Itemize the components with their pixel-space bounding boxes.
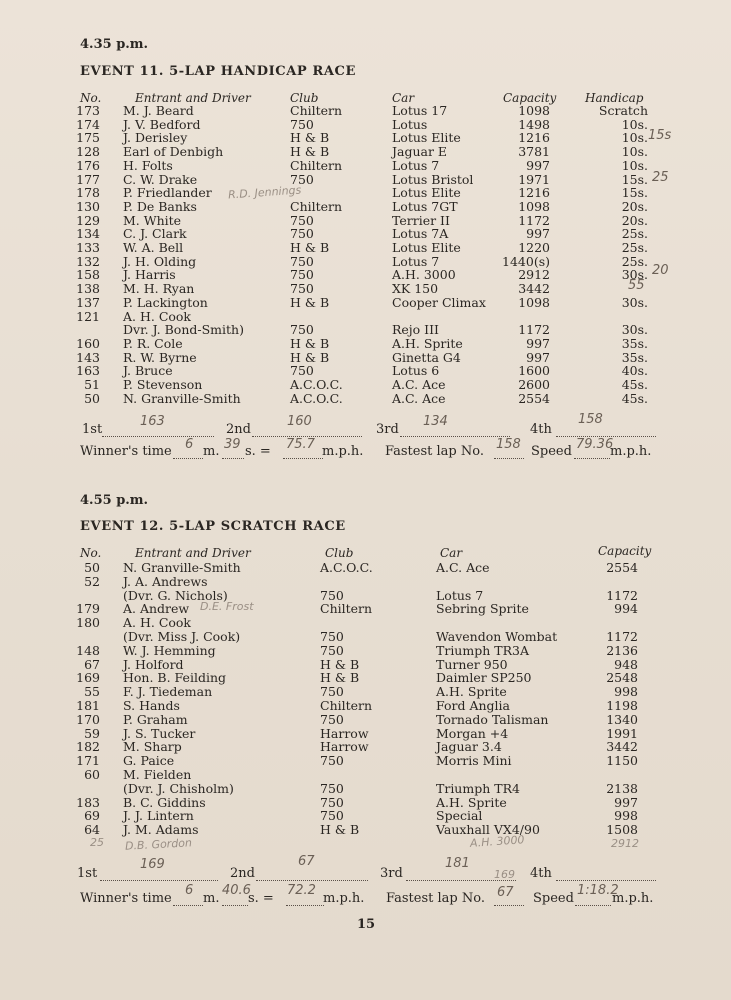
entry-entrant: Hon. B. Feilding	[123, 670, 226, 686]
entry-car: Turner 950	[436, 656, 508, 672]
entry-entrant: A. H. Cook	[123, 308, 192, 324]
entry-no: 60	[84, 767, 100, 782]
entry-car: A.H. Sprite	[436, 684, 507, 700]
entry-car: Morris Mini	[436, 753, 512, 769]
entry-entrant: J. A. Andrews	[123, 573, 208, 589]
entry-entrant: R. W. Byrne	[123, 349, 197, 365]
entry-entrant: J. Derisley	[123, 130, 188, 146]
ev11-first-line[interactable]	[102, 436, 214, 437]
entry-club: Chiltern	[320, 601, 373, 617]
handwritten-entry-car: A.H. 3000	[469, 833, 525, 850]
header-entrant: Entrant and Driver	[135, 91, 251, 105]
entry-capacity: 2138	[606, 780, 638, 796]
entry-no: 69	[84, 808, 100, 824]
ev12-first-line[interactable]	[100, 880, 218, 881]
entry-club: 750	[290, 281, 314, 297]
entry-no: 169	[76, 670, 100, 686]
entry-no: 121	[76, 308, 100, 324]
entry-entrant: P. Stevenson	[123, 377, 203, 392]
entry-entrant: J. J. Lintern	[123, 808, 194, 824]
ev12-winner-label: Winner's time	[80, 891, 172, 906]
event-11-time: 4.35 p.m.	[80, 37, 149, 52]
entry-handicap: 15s.	[621, 185, 648, 201]
ev12-fourth-line[interactable]	[556, 880, 656, 881]
entry-car: A.C. Ace	[436, 560, 490, 575]
entry-entrant: P. De Banks	[123, 198, 197, 214]
entry-handicap: 30s.	[621, 267, 648, 283]
ev12-speed: 1:18.2	[577, 883, 619, 898]
entry-capacity: 997	[526, 226, 550, 242]
entry-entrant: Earl of Denbigh	[123, 144, 224, 160]
entry-handicap: 10s.	[621, 116, 648, 132]
entry-capacity: 1098	[518, 294, 550, 310]
entry-entrant: F. J. Tiedeman	[123, 684, 213, 700]
ev11-first-label: 1st	[82, 422, 103, 437]
handicap-correction-175: 15s	[648, 128, 672, 143]
header-capacity-12: Capacity	[598, 544, 652, 558]
entry-club: A.C.O.C.	[290, 390, 343, 406]
entry-capacity: 3442	[606, 739, 638, 755]
entry-no: 67	[84, 656, 100, 672]
entry-car: Tornado Talisman	[436, 711, 549, 727]
ev11-fastest-label: Fastest lap No.	[385, 444, 484, 459]
entry-car: Triumph TR3A	[436, 642, 529, 658]
header-club-12: Club	[325, 546, 354, 560]
entry-club: 750	[290, 363, 314, 379]
entry-capacity: 1991	[606, 725, 638, 741]
ev12-mins-line[interactable]	[173, 905, 203, 906]
entry-club: Chiltern	[320, 698, 373, 713]
entry-handicap: Scratch	[598, 103, 648, 118]
entry-handicap: 30s.	[621, 294, 648, 310]
entry-no: 133	[76, 240, 100, 255]
entry-entrant: C. W. Drake	[123, 171, 198, 187]
ev12-speed-line[interactable]	[575, 905, 611, 906]
entry-no: 59	[84, 725, 100, 741]
entry-club: A.C.O.C.	[290, 377, 343, 392]
ev12-third-value: 181	[445, 856, 470, 871]
entry-car: Lotus	[392, 116, 428, 132]
entry-entrant: (Dvr. G. Nichols)	[123, 587, 228, 603]
ev11-speed: 79.36	[576, 437, 614, 452]
ev11-third-label: 3rd	[376, 422, 399, 437]
entry-club: 750	[320, 629, 344, 644]
entry-club: H & B	[290, 349, 330, 365]
header-car-12: Car	[440, 546, 463, 560]
entry-entrant: J. V. Bedford	[123, 116, 201, 132]
entry-no: 170	[76, 711, 100, 727]
header-entrant-12: Entrant and Driver	[135, 546, 251, 560]
entry-no: 52	[84, 573, 100, 589]
entry-car: A.C. Ace	[392, 390, 446, 406]
ev12-speed-label: Speed	[533, 891, 574, 906]
entry-no: 55	[84, 684, 100, 700]
entry-club: H & B	[320, 822, 360, 838]
handicap-correction-158: 20	[652, 263, 669, 278]
entry-capacity: 1340	[606, 711, 638, 727]
entry-capacity: 1216	[518, 185, 550, 201]
ev12-speed-unit: m.p.h.	[612, 891, 654, 906]
entry-car: XK 150	[392, 281, 439, 297]
entry-club: Harrow	[320, 725, 369, 741]
entry-club: 750	[290, 171, 314, 187]
entry-handicap: 10s.	[621, 144, 648, 160]
entry-handicap: 10s.	[621, 157, 648, 173]
entry-handicap: 15s.	[621, 171, 648, 187]
entry-capacity: 1172	[518, 212, 550, 228]
entry-car: Ginetta G4	[392, 349, 461, 365]
ev11-winner-label: Winner's time	[80, 444, 172, 459]
entry-handicap: 35s.	[621, 349, 648, 365]
entry-car: A.C. Ace	[392, 377, 446, 392]
entry-club: 750	[290, 267, 314, 283]
entry-entrant: M. White	[123, 212, 182, 228]
entry-no: 180	[76, 615, 100, 631]
entry-club: Chiltern	[290, 157, 343, 173]
entry-capacity: 2912	[518, 267, 550, 283]
entry-club: 750	[290, 116, 314, 132]
ev11-speed-label: Speed	[531, 444, 572, 459]
entry-entrant: A. Andrew	[123, 601, 190, 617]
entry-car: Lotus 7	[392, 253, 440, 269]
entry-car: Jaguar E	[392, 144, 448, 160]
entry-capacity: 994	[614, 601, 638, 617]
ev11-mph-label: m.p.h.	[322, 444, 364, 459]
entry-no: 178	[76, 185, 100, 201]
ev12-first-value: 169	[140, 857, 165, 872]
ev12-second-line[interactable]	[256, 880, 368, 881]
entry-capacity: 997	[526, 157, 550, 173]
handwritten-entry-capacity: 2912	[611, 837, 639, 850]
entry-no: 183	[76, 794, 100, 810]
entry-no: 182	[76, 739, 100, 755]
entry-entrant: A. H. Cook	[123, 615, 192, 631]
entry-capacity: 2554	[606, 560, 638, 575]
entry-no: 138	[76, 281, 100, 297]
ev12-second-label: 2nd	[230, 866, 255, 881]
ev11-secs-line[interactable]	[222, 458, 244, 459]
ev12-fourth-label: 4th	[530, 866, 552, 881]
ev11-fastest-line[interactable]	[494, 458, 524, 459]
entry-capacity: 998	[614, 808, 638, 824]
handicap-correction-177: 25	[652, 170, 669, 185]
entry-car: A.H. 3000	[392, 267, 456, 283]
entry-car: Wavendon Wombat	[436, 629, 558, 644]
header-capacity: Capacity	[503, 91, 557, 105]
entry-car: Morgan +4	[436, 725, 509, 741]
ev11-mins: 6	[185, 437, 194, 452]
entry-club: A.C.O.C.	[320, 560, 373, 575]
entry-capacity: 2554	[518, 390, 550, 406]
entry-no: 128	[76, 144, 100, 160]
entry-capacity: 1220	[518, 240, 550, 255]
ev12-third-label: 3rd	[380, 866, 403, 881]
event-12-time: 4.55 p.m.	[80, 493, 149, 508]
entry-no: 130	[76, 198, 100, 214]
entry-no: 181	[76, 698, 100, 713]
ev11-speed-unit: m.p.h.	[610, 444, 652, 459]
entry-no: 50	[84, 390, 100, 406]
entry-capacity: 1098	[518, 198, 550, 214]
entry-capacity: 948	[614, 656, 638, 672]
ev11-mph-line[interactable]	[283, 458, 323, 459]
ev12-mph-label: m.p.h.	[323, 891, 365, 906]
entry-entrant: B. C. Giddins	[123, 794, 206, 810]
entry-entrant: Dvr. J. Bond-Smith)	[123, 322, 244, 338]
entry-club: H & B	[290, 240, 330, 255]
entry-no: 143	[76, 349, 100, 365]
entry-entrant: (Dvr. Miss J. Cook)	[123, 629, 241, 644]
entry-no: 50	[84, 560, 100, 575]
entry-no: 148	[76, 642, 100, 658]
entry-entrant: P. Lackington	[123, 294, 208, 310]
entry-club: 750	[290, 226, 314, 242]
entry-no: 160	[76, 335, 100, 351]
ev11-fourth-label: 4th	[530, 422, 552, 437]
page-number: 15	[357, 917, 376, 932]
entry-no: 174	[76, 116, 100, 132]
entry-capacity: 2600	[518, 377, 550, 392]
entry-entrant: G. Paice	[123, 753, 175, 769]
entry-car: Lotus 7	[436, 587, 484, 603]
entry-car: Lotus 7GT	[392, 198, 458, 214]
entry-capacity: 2136	[606, 642, 638, 658]
entry-car: Ford Anglia	[436, 698, 510, 713]
ev11-s-label: s. =	[245, 444, 271, 459]
entry-entrant: N. Granville-Smith	[123, 390, 241, 406]
entry-no: 129	[76, 212, 100, 228]
entry-capacity: 1498	[518, 116, 550, 132]
ev11-mph: 75.7	[286, 437, 315, 452]
entry-entrant: S. Hands	[123, 698, 180, 713]
entry-car: Lotus 6	[392, 363, 440, 379]
entry-handicap: 35s.	[621, 335, 648, 351]
entry-no: 64	[84, 822, 100, 838]
ev12-m-label: m.	[203, 891, 220, 906]
entry-no: 173	[76, 103, 100, 118]
entry-club: Chiltern	[290, 103, 343, 118]
entry-entrant: M. H. Ryan	[123, 281, 195, 297]
entry-no: 179	[76, 601, 100, 617]
entry-club: 750	[320, 780, 344, 796]
entry-car: Vauxhall VX4/90	[436, 822, 540, 838]
entry-capacity: 1150	[606, 753, 638, 769]
entry-handicap: 10s.	[621, 130, 648, 146]
entry-capacity: 3442	[518, 281, 550, 297]
entry-capacity: 1440(s)	[502, 253, 550, 269]
entry-handicap: 45s.	[621, 390, 648, 406]
handwritten-entry-driver: D.B. Gordon	[124, 836, 193, 853]
entry-club: 750	[320, 808, 344, 824]
entry-car: Jaguar 3.4	[436, 739, 502, 755]
entry-club: Harrow	[320, 739, 369, 755]
entry-no: 134	[76, 226, 100, 242]
driver-note-178: R.D. Jennings	[227, 183, 302, 202]
entry-no: 171	[76, 753, 100, 769]
entry-capacity: 1600	[518, 363, 550, 379]
entry-car: A.H. Sprite	[392, 335, 463, 351]
entry-car: Lotus Elite	[392, 130, 461, 146]
entry-entrant: J. Bruce	[123, 363, 173, 379]
entry-capacity: 1172	[606, 587, 638, 603]
ev11-fourth-value: 158	[578, 412, 603, 427]
entry-handicap: 25s.	[621, 240, 648, 255]
ev11-m-label: m.	[203, 444, 220, 459]
entry-capacity: 1198	[606, 698, 638, 713]
entry-car: Triumph TR4	[436, 780, 520, 796]
entry-club: Chiltern	[290, 198, 343, 214]
entry-entrant: W. J. Hemming	[123, 642, 216, 658]
event-12-title: EVENT 12. 5-LAP SCRATCH RACE	[80, 519, 346, 534]
entry-club: 750	[290, 322, 314, 338]
entry-entrant: (Dvr. J. Chisholm)	[123, 780, 234, 796]
header-no-12: No.	[80, 546, 102, 560]
entry-no: 163	[76, 363, 100, 379]
ev12-fastest-label: Fastest lap No.	[386, 891, 485, 906]
entry-handicap: 25s.	[621, 226, 648, 242]
entry-entrant: N. Granville-Smith	[123, 560, 241, 575]
ev12-mph-line[interactable]	[286, 905, 324, 906]
event-11-title: EVENT 11. 5-LAP HANDICAP RACE	[80, 64, 356, 79]
ev11-second-label: 2nd	[226, 422, 251, 437]
entry-entrant: J. Holford	[123, 656, 184, 672]
header-club: Club	[290, 91, 319, 105]
header-no: No.	[80, 91, 102, 105]
entry-club: H & B	[320, 656, 360, 672]
entry-entrant: P. R. Cole	[123, 335, 183, 351]
entry-club: 750	[320, 642, 344, 658]
entry-capacity: 997	[614, 794, 638, 810]
entry-capacity: 1216	[518, 130, 550, 146]
entry-entrant: W. A. Bell	[123, 240, 184, 255]
entry-capacity: 998	[614, 684, 638, 700]
entry-handicap: 20s.	[621, 198, 648, 214]
entry-entrant: C. J. Clark	[123, 226, 187, 242]
ev11-second-value: 160	[287, 414, 312, 429]
entry-club: 750	[320, 587, 344, 603]
entry-handicap: 30s.	[621, 322, 648, 338]
entry-car: Daimler SP250	[436, 670, 532, 686]
ev11-third-value: 134	[423, 414, 448, 429]
entry-car: Lotus Bristol	[392, 171, 474, 187]
entry-car: Terrier II	[392, 212, 450, 228]
handicap-note-138: 55	[628, 278, 645, 293]
entry-entrant: P. Graham	[123, 711, 188, 727]
entry-entrant: H. Folts	[123, 157, 173, 173]
entry-car: Lotus 7A	[392, 226, 449, 242]
entry-car: A.H. Sprite	[436, 794, 507, 810]
ev12-first-label: 1st	[77, 866, 98, 881]
entry-capacity: 1172	[518, 322, 550, 338]
entry-no: 158	[76, 267, 100, 283]
entry-club: H & B	[290, 335, 330, 351]
entry-car: Lotus 17	[392, 103, 448, 118]
handwritten-entry-no: 25	[90, 836, 104, 849]
entry-car: Cooper Climax	[392, 294, 486, 310]
ev12-fastest-line[interactable]	[494, 905, 524, 906]
ev12-s-label: s. =	[248, 891, 274, 906]
ev11-mins-line[interactable]	[173, 458, 203, 459]
ev12-secs: 40.6	[222, 883, 251, 898]
ev12-mph: 72.2	[287, 883, 316, 898]
ev11-third-line[interactable]	[400, 436, 510, 437]
entry-car: Lotus 7	[392, 157, 440, 173]
entry-car: Sebring Sprite	[436, 601, 529, 617]
entry-capacity: 1508	[606, 822, 638, 838]
entry-no: 176	[76, 157, 100, 173]
entry-club: 750	[320, 794, 344, 810]
entry-capacity: 2548	[606, 670, 638, 686]
driver-note-179: D.E. Frost	[200, 600, 254, 613]
ev12-fastest: 67	[497, 885, 514, 900]
entry-entrant: M. Fielden	[123, 767, 192, 782]
entry-handicap: 45s.	[621, 377, 648, 392]
entry-entrant: M. J. Beard	[123, 103, 194, 118]
entry-no: 175	[76, 130, 100, 146]
entry-handicap: 20s.	[621, 212, 648, 228]
entry-entrant: J. Harris	[123, 267, 176, 283]
ev11-secs: 39	[224, 437, 241, 452]
ev12-mins: 6	[185, 883, 194, 898]
ev11-speed-line[interactable]	[574, 458, 610, 459]
entry-entrant: P. Friedlander	[123, 185, 212, 201]
entry-club: 750	[290, 212, 314, 228]
entry-car: Lotus Elite	[392, 185, 461, 201]
entry-entrant: M. Sharp	[123, 739, 182, 755]
entry-club: H & B	[290, 130, 330, 146]
entry-entrant: J. M. Adams	[123, 822, 199, 838]
header-handicap: Handicap	[585, 91, 644, 105]
entry-club: H & B	[320, 670, 360, 686]
entry-car: Special	[436, 808, 483, 824]
entry-no: 132	[76, 253, 100, 269]
entry-entrant: J. H. Olding	[123, 253, 197, 269]
entry-capacity: 3781	[518, 144, 550, 160]
entry-capacity: 997	[526, 335, 550, 351]
ev12-fastest-alt: 169	[494, 868, 515, 881]
entry-no: 137	[76, 294, 100, 310]
entry-capacity: 1098	[518, 103, 550, 118]
entry-handicap: 25s.	[621, 253, 648, 269]
ev12-second-value: 67	[298, 854, 315, 869]
entry-handicap: 40s.	[621, 363, 648, 379]
entry-capacity: 997	[526, 349, 550, 365]
ev11-fastest: 158	[496, 437, 521, 452]
entry-club: H & B	[290, 144, 330, 160]
entry-club: 750	[290, 253, 314, 269]
ev11-first-value: 163	[140, 414, 165, 429]
entry-capacity: 1172	[606, 629, 638, 644]
header-car: Car	[392, 91, 415, 105]
entry-club: 750	[320, 684, 344, 700]
entry-car: Rejo III	[392, 322, 439, 338]
entry-capacity: 1971	[518, 171, 550, 187]
entry-no: 177	[76, 171, 100, 187]
entry-club: 750	[320, 711, 344, 727]
ev12-secs-line[interactable]	[222, 905, 248, 906]
entry-club: 750	[320, 753, 344, 769]
entry-entrant: J. S. Tucker	[123, 725, 196, 741]
entry-no: 51	[84, 377, 100, 392]
entry-car: Lotus Elite	[392, 240, 461, 255]
entry-club: H & B	[290, 294, 330, 310]
